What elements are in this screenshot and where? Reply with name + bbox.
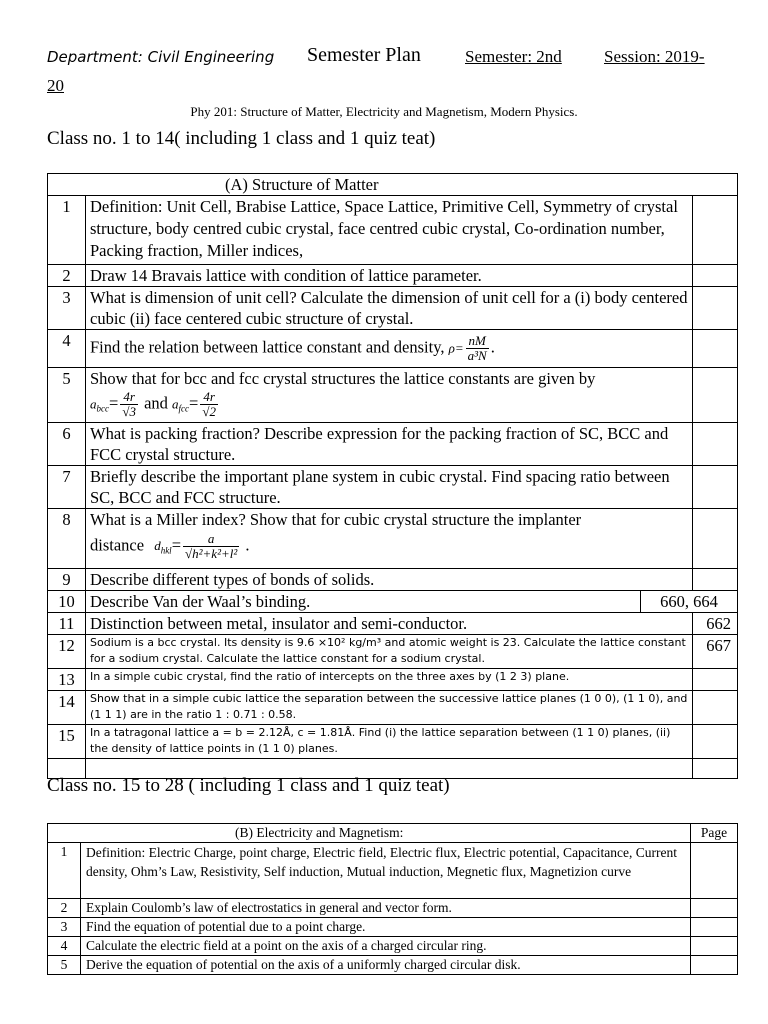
- table-title: (A) Structure of Matter: [48, 174, 738, 196]
- d-formula-lhs: d: [154, 538, 161, 554]
- fcc-formula-lhs: a: [172, 396, 179, 412]
- page-cell: [691, 937, 738, 956]
- bcc-subscript: bcc: [96, 403, 109, 414]
- table-row: [48, 613, 738, 635]
- page-cell: [693, 669, 738, 691]
- row-number: 5: [48, 956, 81, 975]
- row-text: In a tatragonal lattice a = b = 2.12Å, c = 1.81Å. Find (i) the lattice separation between (1 1 0) planes, (ii) the density of lattice points in (1 1 0) planes.: [86, 725, 693, 759]
- row-number: 14: [48, 691, 86, 725]
- row-number: 12: [48, 635, 86, 669]
- row-text: [86, 368, 693, 423]
- d-formula-fraction: [183, 532, 239, 561]
- table-title-row: [48, 174, 738, 196]
- document-header: [47, 44, 727, 68]
- page-cell: [693, 196, 738, 265]
- density-formula-numerator: nM: [466, 334, 489, 349]
- row-number: 3: [48, 287, 86, 330]
- row-number: 2: [48, 265, 86, 287]
- row-text: Definition: Electric Charge, point charge, Electric field, Electric flux, Electric potential, Capacitance, Current density, Ohm’s Law, Resistivity, Self induction, Mutual induction, Megnetic flux, Magnetizion curve: [81, 843, 691, 899]
- row-text-content: Show that for bcc and fcc crystal structures the lattice constants are given by: [90, 369, 596, 388]
- row-number: 4: [48, 937, 81, 956]
- density-formula-lhs: ρ=: [448, 340, 464, 356]
- table-row: [48, 591, 738, 613]
- page-cell: 667: [693, 635, 738, 669]
- distance-label: distance: [90, 535, 145, 555]
- table-row: [48, 669, 738, 691]
- structure-of-matter-table: [47, 173, 738, 779]
- page-column-header: Page: [691, 824, 738, 843]
- bcc-denominator: √3: [122, 404, 136, 419]
- row-text: Find the relation between lattice constant and density, ρ= $\frac{nM}{\text{a³N}}$ .: [86, 330, 693, 368]
- row-number: 6: [48, 423, 86, 466]
- row-text: Explain Coulomb’s law of electrostatics in general and vector form.: [81, 899, 691, 918]
- row-text: Find the equation of potential due to a point charge.: [81, 918, 691, 937]
- and-label: and: [144, 393, 168, 413]
- table-row: [48, 918, 738, 937]
- row-number: 4: [48, 330, 86, 368]
- table-row: [48, 899, 738, 918]
- table-row: [48, 725, 738, 759]
- row-text: What is dimension of unit cell? Calculate the dimension of unit cell for a (i) body centered cubic (ii) face centered cubic structure of crystal.: [86, 287, 693, 330]
- row-number: 5: [48, 368, 86, 423]
- row-number: 9: [48, 569, 86, 591]
- density-formula-fraction: [466, 334, 489, 363]
- d-denominator: √h²+k²+l²: [185, 546, 238, 561]
- row-text: Briefly describe the important plane system in cubic crystal. Find spacing ratio between SC, BCC and FCC structure.: [86, 466, 693, 509]
- lattice-constant-formulas: $a_{bcc}=$ $\frac{4r}{√3}$ and $a_{fcc}=$ $\frac{4r}{√2}$: [90, 389, 216, 419]
- table-row: [48, 368, 738, 423]
- row-number: 3: [48, 918, 81, 937]
- table-row: [48, 423, 738, 466]
- page-cell: [693, 287, 738, 330]
- page-cell: [693, 509, 738, 569]
- row-text: Calculate the electric field at a point on the axis of a charged circular ring.: [81, 937, 691, 956]
- page-cell: 662: [693, 613, 738, 635]
- page-cell: [691, 843, 738, 899]
- page-cell: [693, 423, 738, 466]
- page-cell: [691, 899, 738, 918]
- row-text-content: What is a Miller index? Show that for cubic crystal structure the implanter: [90, 510, 582, 529]
- row-text: Derive the equation of potential on the axis of a uniformly charged circular disk.: [81, 956, 691, 975]
- d-numerator: a: [183, 532, 239, 547]
- table-row: [48, 937, 738, 956]
- page-cell: [693, 368, 738, 423]
- table-row: [48, 287, 738, 330]
- section-b-class-title: Class no. 15 to 28 ( including 1 class and 1 quiz teat): [47, 775, 450, 796]
- row-text: Describe Van der Waal’s binding.: [86, 591, 641, 613]
- bcc-formula-fraction: [120, 390, 138, 419]
- page-cell: [693, 759, 738, 779]
- department-label: Department: Civil Engineering: [47, 48, 275, 66]
- row-number: 7: [48, 466, 86, 509]
- table-row: [48, 635, 738, 669]
- table-row: [48, 956, 738, 975]
- page-cell: [691, 918, 738, 937]
- page-cell: [693, 569, 738, 591]
- table-row: [48, 265, 738, 287]
- fcc-numerator: 4r: [200, 390, 218, 405]
- row-text: Definition: Unit Cell, Brabise Lattice, Space Lattice, Primitive Cell, Symmetry of crystal structure, body centred cubic crystal, face centred cubic crystal, Co-ordination number, Packing fraction, Miller indices,: [86, 196, 693, 265]
- electricity-magnetism-table: [47, 823, 738, 975]
- row-text: [86, 509, 693, 569]
- row-number: 1: [48, 196, 86, 265]
- page-cell: [693, 466, 738, 509]
- interplanar-distance-line: distance $d_{hkl}=$ $\frac{a}{\text{√h²+k²+l²}}$ .: [90, 531, 250, 561]
- page-cell: 660, 664: [641, 591, 738, 613]
- table-row: [48, 569, 738, 591]
- row-text-content: Find the relation between lattice constant and density,: [90, 337, 445, 357]
- page-cell: [693, 330, 738, 368]
- row-text: Show that in a simple cubic lattice the separation between the successive lattice planes (1 0 0), (1 1 0), and (1 1 1) are in the ratio 1 : 0.71 : 0.58.: [86, 691, 693, 725]
- row-text: In a simple cubic crystal, find the ratio of intercepts on the three axes by (1 2 3) plane.: [86, 669, 693, 691]
- table-title-row: [48, 824, 738, 843]
- hkl-subscript: hkl: [160, 545, 172, 556]
- row-number: 1: [48, 843, 81, 899]
- page-cell: [691, 956, 738, 975]
- row-number: 8: [48, 509, 86, 569]
- fcc-formula-fraction: [200, 390, 218, 419]
- row-text: Distinction between metal, insulator and semi-conductor.: [86, 613, 693, 635]
- bcc-formula-lhs: a: [90, 396, 97, 412]
- bcc-numerator: 4r: [120, 390, 138, 405]
- fcc-denominator: √2: [202, 404, 216, 419]
- fcc-subscript: fcc: [178, 403, 190, 414]
- table-row: [48, 691, 738, 725]
- table-row: [48, 843, 738, 899]
- table-row: [48, 509, 738, 569]
- semester-label: Semester: 2nd: [465, 47, 562, 66]
- document-title: Semester Plan: [307, 44, 421, 66]
- session-label: Session: 2019-: [604, 47, 705, 66]
- row-number: 11: [48, 613, 86, 635]
- row-text: Sodium is a bcc crystal. Its density is 9.6 ×10² kg/m³ and atomic weight is 23. Calculate the lattice constant for a sodium crystal. Calculate the lattice constant for a sodium crystal.: [86, 635, 693, 669]
- section-a-class-title: Class no. 1 to 14( including 1 class and 1 quiz teat): [47, 128, 436, 149]
- row-number: 2: [48, 899, 81, 918]
- page-cell: [693, 725, 738, 759]
- row-number: 13: [48, 669, 86, 691]
- density-formula-denominator: a³N: [467, 348, 487, 363]
- session-label-continued: 20: [47, 76, 64, 95]
- page-cell: [693, 691, 738, 725]
- table-row: [48, 330, 738, 368]
- table-row: [48, 196, 738, 265]
- row-text: Draw 14 Bravais lattice with condition of lattice parameter.: [86, 265, 693, 287]
- page-cell: [693, 265, 738, 287]
- row-number: 10: [48, 591, 86, 613]
- table-row: [48, 466, 738, 509]
- row-text: What is packing fraction? Describe expression for the packing fraction of SC, BCC and FCC crystal structure.: [86, 423, 693, 466]
- row-text: Describe different types of bonds of solids.: [86, 569, 693, 591]
- table-title: (B) Electricity and Magnetism:: [48, 824, 691, 843]
- row-number: 15: [48, 725, 86, 759]
- course-title: Phy 201: Structure of Matter, Electricity and Magnetism, Modern Physics.: [190, 104, 578, 119]
